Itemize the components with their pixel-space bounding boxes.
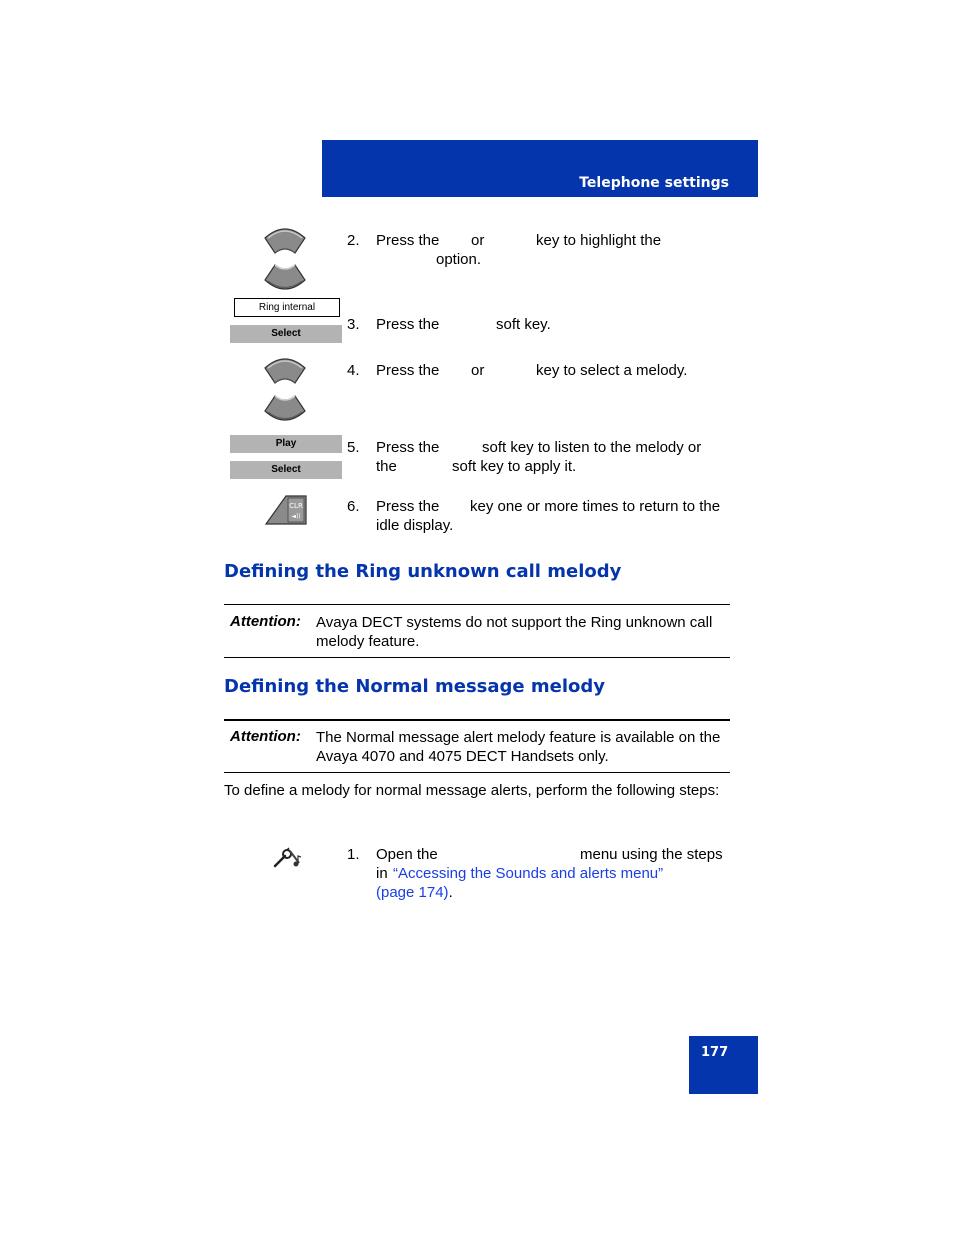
step-6-text-b: key one or more times to return to the: [470, 498, 721, 515]
play-softkey: Play: [230, 435, 342, 453]
section-heading-ring-unknown: Defining the Ring unknown call melody: [224, 561, 622, 582]
step-6-text-c: idle display.: [376, 517, 454, 534]
step-3-text-a: Press the: [376, 316, 440, 333]
divider: [224, 719, 730, 721]
step-5-text-d: soft key to apply it.: [452, 458, 577, 475]
step-1-link-wrapper: [376, 864, 696, 902]
step-3-text-b: soft key.: [496, 316, 551, 333]
select-softkey: Select: [230, 325, 342, 343]
step-5-text-c: the: [376, 458, 397, 475]
header-title: Telephone settings: [579, 175, 729, 191]
page-number-box: [689, 1036, 758, 1094]
page-number: 177: [701, 1045, 729, 1060]
accessing-sounds-link[interactable]: “Accessing the Sounds and alerts menu” (page 174): [376, 865, 664, 901]
ring-internal-screen: Ring internal: [234, 298, 340, 317]
step-1-number: 1.: [347, 846, 360, 863]
step-2-text-d: option.: [436, 251, 482, 268]
step-1-text-c: in: [376, 865, 388, 882]
step-2-number: 2.: [347, 232, 360, 249]
step-2-text-b: or: [471, 232, 485, 249]
down-arrow-key-icon: [263, 262, 307, 292]
attention-text: Avaya DECT systems do not support the Ring unknown call melody feature.: [316, 614, 713, 650]
header-bar: [322, 140, 758, 197]
step-3-number: 3.: [347, 316, 360, 333]
section-heading-normal-message: Defining the Normal message melody: [224, 676, 605, 697]
intro-paragraph: To define a melody for normal message alerts, perform the following steps:: [224, 782, 720, 799]
clear-key-sublabel: ◄)): [291, 513, 301, 520]
step-2-text-c: key to highlight the: [536, 232, 662, 249]
step-1-text-b: menu using the steps: [580, 846, 723, 863]
divider: [224, 772, 730, 773]
step-4-text-a: Press the: [376, 362, 440, 379]
step-5-text-b: soft key to listen to the melody or: [482, 439, 702, 456]
settings-tools-icon: [272, 847, 302, 869]
clear-key-label: CLR: [289, 502, 303, 510]
step-1-text-a: Open the: [376, 846, 438, 863]
select-softkey: Select: [230, 461, 342, 479]
attention-label: Attention:: [230, 728, 301, 745]
step-5-text-a: Press the: [376, 439, 440, 456]
attention-text: The Normal message alert melody feature is available on the Avaya 4070 and 4075 DECT Handsets only.: [316, 729, 721, 765]
step-2-text-a: Press the: [376, 232, 440, 249]
attention-label: Attention:: [230, 613, 301, 630]
divider: [224, 604, 730, 605]
step-5-number: 5.: [347, 439, 360, 456]
step-6-number: 6.: [347, 498, 360, 515]
divider: [224, 657, 730, 658]
clear-key-icon: [264, 494, 308, 526]
up-arrow-key-icon: [263, 356, 307, 386]
step-1-period: .: [448, 884, 453, 901]
step-4-number: 4.: [347, 362, 360, 379]
step-6-text-a: Press the: [376, 498, 440, 515]
step-4-text-b: or: [471, 362, 485, 379]
step-4-text-c: key to select a melody.: [536, 362, 688, 379]
down-arrow-key-icon: [263, 393, 307, 423]
up-arrow-key-icon: [263, 226, 307, 256]
